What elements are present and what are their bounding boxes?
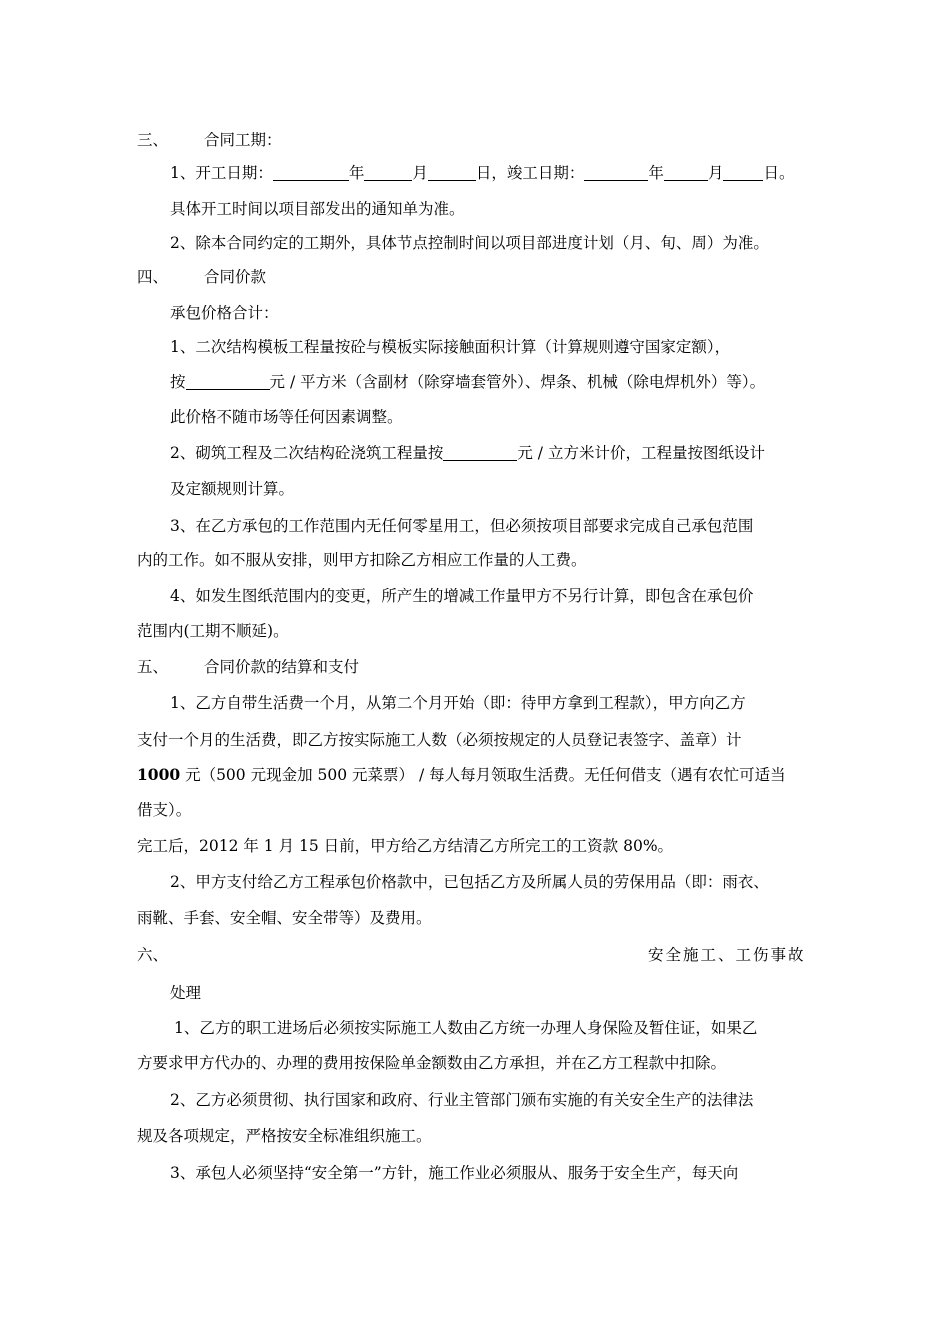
section-number: 五、 xyxy=(137,658,169,676)
price-blank xyxy=(443,444,517,461)
paragraph-line: 2、除本合同约定的工期外，具体节点控制时间以项目部进度计划（月、旬、周）为准。 xyxy=(170,234,769,252)
paragraph-line: 雨靴、手套、安全帽、安全带等）及费用。 xyxy=(137,909,432,927)
paragraph-line: 支付一个月的生活费，即乙方按实际施工人数（必须按规定的人员登记表签字、盖章）计 xyxy=(137,731,742,749)
paragraph-line: 此价格不随市场等任何因素调整。 xyxy=(170,408,403,426)
section-title: 合同价款 xyxy=(204,268,267,286)
paragraph-line: 3、承包人必须坚持“安全第一”方针，施工作业必须服从、服务于安全生产，每天向 xyxy=(170,1164,739,1182)
month-label: 月 xyxy=(412,164,428,182)
paragraph-line: 承包价格合计： xyxy=(170,304,279,322)
paragraph-line: 3、在乙方承包的工作范围内无任何零星用工，但必须按项目部要求完成自己承包范围 xyxy=(170,517,754,535)
section-number: 三、 xyxy=(137,131,169,149)
start-day-blank xyxy=(428,164,476,181)
year-label: 年 xyxy=(648,164,664,182)
allowance-amount: 1000 xyxy=(137,765,181,784)
section-title: 合同工期： xyxy=(204,131,282,149)
start-date-label: 1、开工日期： xyxy=(170,164,273,182)
text-segment: 元 / 立方米计价，工程量按图纸设计 xyxy=(517,444,765,462)
price-per-cbm-line xyxy=(170,442,765,464)
section-title: 合同价款的结算和支付 xyxy=(204,658,360,676)
paragraph-line: 方要求甲方代办的、办理的费用按保险单金额数由乙方承担，并在乙方工程款中扣除。 xyxy=(137,1054,727,1072)
end-date-label: 日，竣工日期： xyxy=(475,164,585,182)
section-6-title-continued: 处理 xyxy=(170,984,202,1002)
end-year-blank xyxy=(584,164,648,181)
start-end-date-line xyxy=(170,162,794,184)
end-day-blank xyxy=(723,164,763,181)
paragraph-line: 范围内(工期不顺延)。 xyxy=(137,622,289,640)
start-month-blank xyxy=(364,164,412,181)
section-4-heading xyxy=(137,266,266,288)
section-number: 四、 xyxy=(137,268,169,286)
paragraph-line: 内的工作。如不服从安排，则甲方扣除乙方相应工作量的人工费。 xyxy=(137,551,587,569)
month-label: 月 xyxy=(707,164,724,182)
text-segment: 按 xyxy=(170,373,186,391)
text-segment: 元（500 元现金加 500 元菜票） / 每人每月领取生活费。无任何借支（遇有农忙可适当 xyxy=(180,766,786,784)
paragraph-line: 具体开工时间以项目部发出的通知单为准。 xyxy=(170,200,465,218)
paragraph-line: 及定额规则计算。 xyxy=(170,480,295,498)
paragraph-line: 4、如发生图纸范围内的变更，所产生的增减工作量甲方不另行计算，即包含在承包价 xyxy=(170,587,754,605)
living-allowance-line xyxy=(137,764,786,786)
section-6-number: 六、 xyxy=(137,946,169,964)
paragraph-line: 1、乙方自带生活费一个月，从第二个月开始（即：待甲方拿到工程款），甲方向乙方 xyxy=(170,694,746,712)
paragraph-line: 2、乙方必须贯彻、执行国家和政府、行业主管部门颁布实施的有关安全生产的法律法 xyxy=(170,1091,754,1109)
day-label: 日。 xyxy=(763,164,795,182)
text-segment: 2、砌筑工程及二次结构砼浇筑工程量按 xyxy=(170,444,444,462)
paragraph-line: 2、甲方支付给乙方工程承包价格款中，已包括乙方及所属人员的劳保用品（即：雨衣、 xyxy=(170,873,769,891)
price-per-sqm-line xyxy=(170,371,765,393)
section-6-title: 安全施工、工伤事故 xyxy=(648,946,806,964)
paragraph-line: 1、乙方的职工进场后必须按实际施工人数由乙方统一办理人身保险及暂住证，如果乙 xyxy=(174,1019,758,1037)
start-year-blank xyxy=(273,164,349,181)
year-label: 年 xyxy=(348,164,365,182)
price-blank xyxy=(186,373,270,390)
paragraph-line: 1、二次结构模板工程量按砼与模板实际接触面积计算（计算规则遵守国家定额）， xyxy=(170,338,731,356)
text-segment: 元 / 平方米（含副材（除穿墙套管外）、焊条、机械（除电焊机外）等）。 xyxy=(269,373,766,391)
paragraph-line: 规及各项规定，严格按安全标准组织施工。 xyxy=(137,1127,432,1145)
end-month-blank xyxy=(664,164,708,181)
section-5-heading xyxy=(137,656,359,678)
paragraph-line: 完工后，2012 年 1 月 15 日前，甲方给乙方结清乙方所完工的工资款 80%。 xyxy=(137,837,674,855)
paragraph-line: 借支）。 xyxy=(137,801,192,819)
section-3-heading xyxy=(137,129,282,151)
